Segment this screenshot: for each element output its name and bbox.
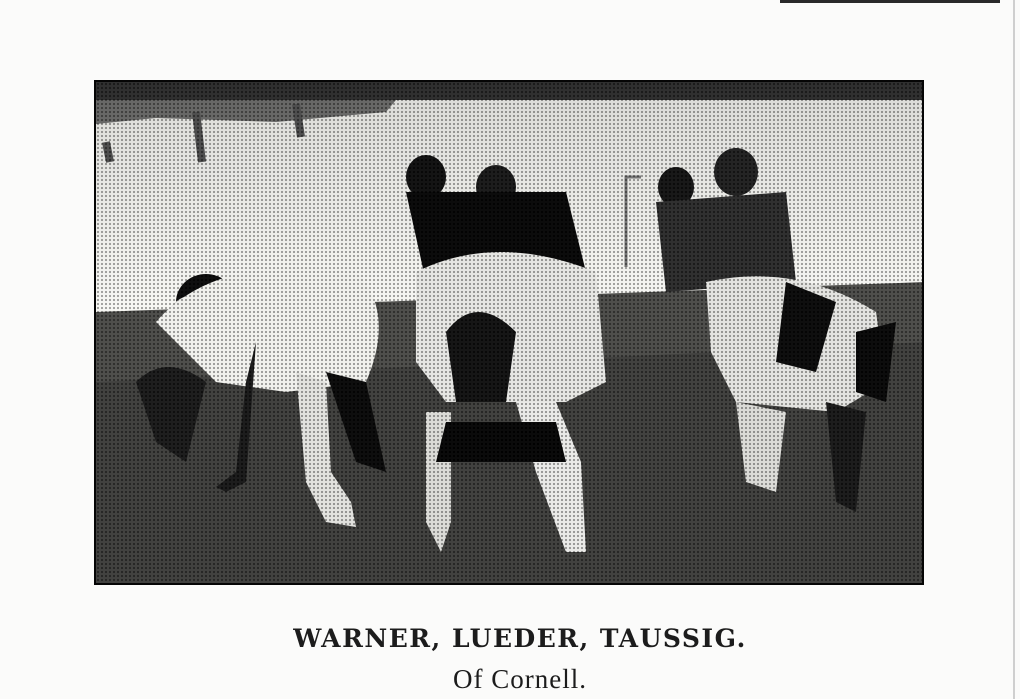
caption-subtitle: Of Cornell.	[453, 664, 587, 694]
football-players-image	[96, 82, 924, 585]
caption-names: WARNER, LUEDER, TAUSSIG.	[293, 624, 747, 653]
football-photo	[94, 80, 924, 585]
page-edge-top	[780, 0, 1000, 3]
page-edge-right	[1013, 0, 1015, 699]
